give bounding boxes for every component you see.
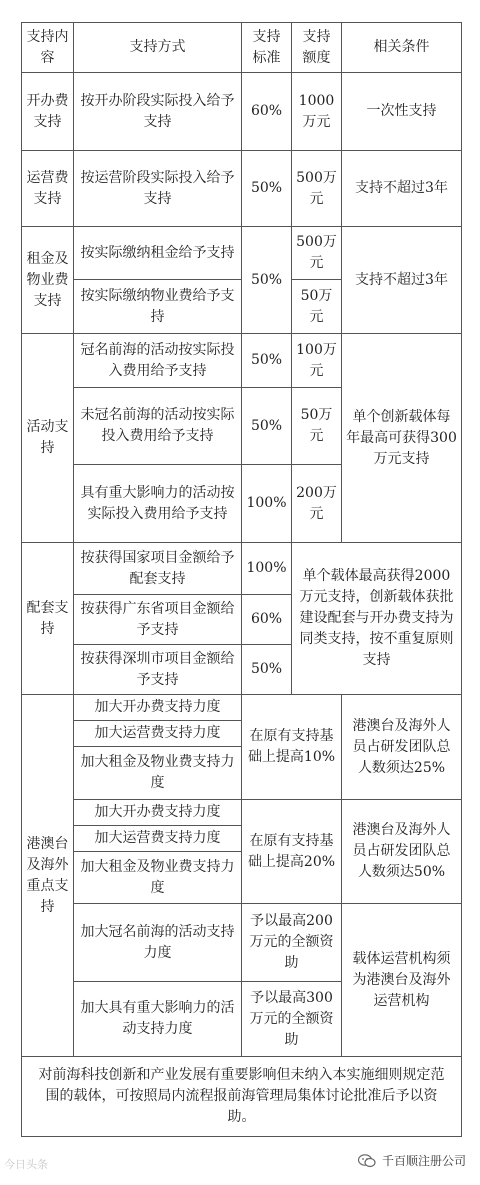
header-method: 支持方式 xyxy=(74,23,242,73)
method-cell: 加大运营费支持力度 xyxy=(74,826,242,852)
category-hk: 港澳台及海外重点支持 xyxy=(22,695,74,1057)
method-cell: 加大开办费支持力度 xyxy=(74,800,242,826)
table-row xyxy=(22,904,462,982)
amount-cell: 50万元 xyxy=(292,280,342,334)
category-operation: 运营费支持 xyxy=(22,151,74,227)
method-cell: 按获得广东省项目金额给予支持 xyxy=(74,595,242,645)
standard-cell: 60% xyxy=(242,73,292,151)
table-row xyxy=(22,800,462,826)
method-cell: 按实际缴纳物业费给予支持 xyxy=(74,280,242,334)
condition-cell: 一次性支持 xyxy=(342,73,462,151)
condition-cell: 港澳台及海外人员占研发团队总人数须达25% xyxy=(342,695,462,800)
method-cell: 加大租金及物业费支持力度 xyxy=(74,852,242,904)
category-activity: 活动支持 xyxy=(22,334,74,543)
condition-cell: 单个载体最高获得2000万元支持，创新载体获批建设配套与开办费支持为同类支持，按不重复原则支持 xyxy=(292,543,462,695)
table-row xyxy=(22,334,462,388)
watermark-right xyxy=(358,1152,466,1169)
condition-cell: 支持不超过3年 xyxy=(342,227,462,334)
amount-cell: 100万元 xyxy=(292,334,342,388)
header-amount: 支持额度 xyxy=(292,23,342,73)
standard-cell: 在原有支持基础上提高20% xyxy=(242,800,342,904)
standard-cell: 予以最高300万元的全额资助 xyxy=(242,982,342,1057)
method-cell: 未冠名前海的活动按实际投入费用给予支持 xyxy=(74,388,242,465)
method-cell: 按开办阶段实际投入给予支持 xyxy=(74,73,242,151)
standard-cell: 50% xyxy=(242,334,292,388)
amount-cell: 200万元 xyxy=(292,465,342,543)
watermark-right-text: 千百顺注册公司 xyxy=(381,1154,466,1168)
table-row xyxy=(22,73,462,151)
policy-table xyxy=(21,22,462,1137)
watermark-left: 今日头条 xyxy=(4,1158,48,1171)
method-cell: 加大冠名前海的活动支持力度 xyxy=(74,904,242,982)
standard-cell: 100% xyxy=(242,465,292,543)
amount-cell: 500万元 xyxy=(292,227,342,280)
category-rent: 租金及物业费支持 xyxy=(22,227,74,334)
table-row xyxy=(22,227,462,280)
condition-cell: 港澳台及海外人员占研发团队总人数须达50% xyxy=(342,800,462,904)
condition-cell: 载体运营机构须为港澳台及海外运营机构 xyxy=(342,904,462,1057)
table-row xyxy=(22,151,462,227)
table-row xyxy=(22,543,462,595)
header-row xyxy=(22,23,462,73)
footer-note: 对前海科技创新和产业发展有重要影响但未纳入本实施细则规定范围的载体，可按照局内流程报前海管理局集体讨论批准后予以资助。 xyxy=(22,1057,462,1137)
amount-cell: 500万元 xyxy=(292,151,342,227)
method-cell: 加大具有重大影响力的活动支持力度 xyxy=(74,982,242,1057)
standard-cell: 50% xyxy=(242,227,292,334)
wechat-icon xyxy=(358,1154,376,1168)
method-cell: 冠名前海的活动按实际投入费用给予支持 xyxy=(74,334,242,388)
standard-cell: 50% xyxy=(242,645,292,695)
footer-row xyxy=(22,1057,462,1137)
method-cell: 加大开办费支持力度 xyxy=(74,695,242,721)
standard-cell: 在原有支持基础上提高10% xyxy=(242,695,342,800)
standard-cell: 100% xyxy=(242,543,292,595)
method-cell: 按运营阶段实际投入给予支持 xyxy=(74,151,242,227)
amount-cell: 50万元 xyxy=(292,388,342,465)
amount-cell: 1000万元 xyxy=(292,73,342,151)
table-row xyxy=(22,695,462,721)
method-cell: 加大租金及物业费支持力度 xyxy=(74,747,242,800)
condition-cell: 支持不超过3年 xyxy=(342,151,462,227)
header-conditions: 相关条件 xyxy=(342,23,462,73)
condition-cell: 单个创新载体每年最高可获得300万元支持 xyxy=(342,334,462,543)
method-cell: 具有重大影响力的活动按实际投入费用给予支持 xyxy=(74,465,242,543)
standard-cell: 50% xyxy=(242,388,292,465)
method-cell: 按获得国家项目金额给予配套支持 xyxy=(74,543,242,595)
standard-cell: 60% xyxy=(242,595,292,645)
method-cell: 按获得深圳市项目金额给予支持 xyxy=(74,645,242,695)
method-cell: 加大运营费支持力度 xyxy=(74,721,242,747)
header-standard: 支持标准 xyxy=(242,23,292,73)
category-startup: 开办费支持 xyxy=(22,73,74,151)
header-content: 支持内容 xyxy=(22,23,74,73)
category-matching: 配套支持 xyxy=(22,543,74,695)
standard-cell: 予以最高200万元的全额资助 xyxy=(242,904,342,982)
standard-cell: 50% xyxy=(242,151,292,227)
method-cell: 按实际缴纳租金给予支持 xyxy=(74,227,242,280)
